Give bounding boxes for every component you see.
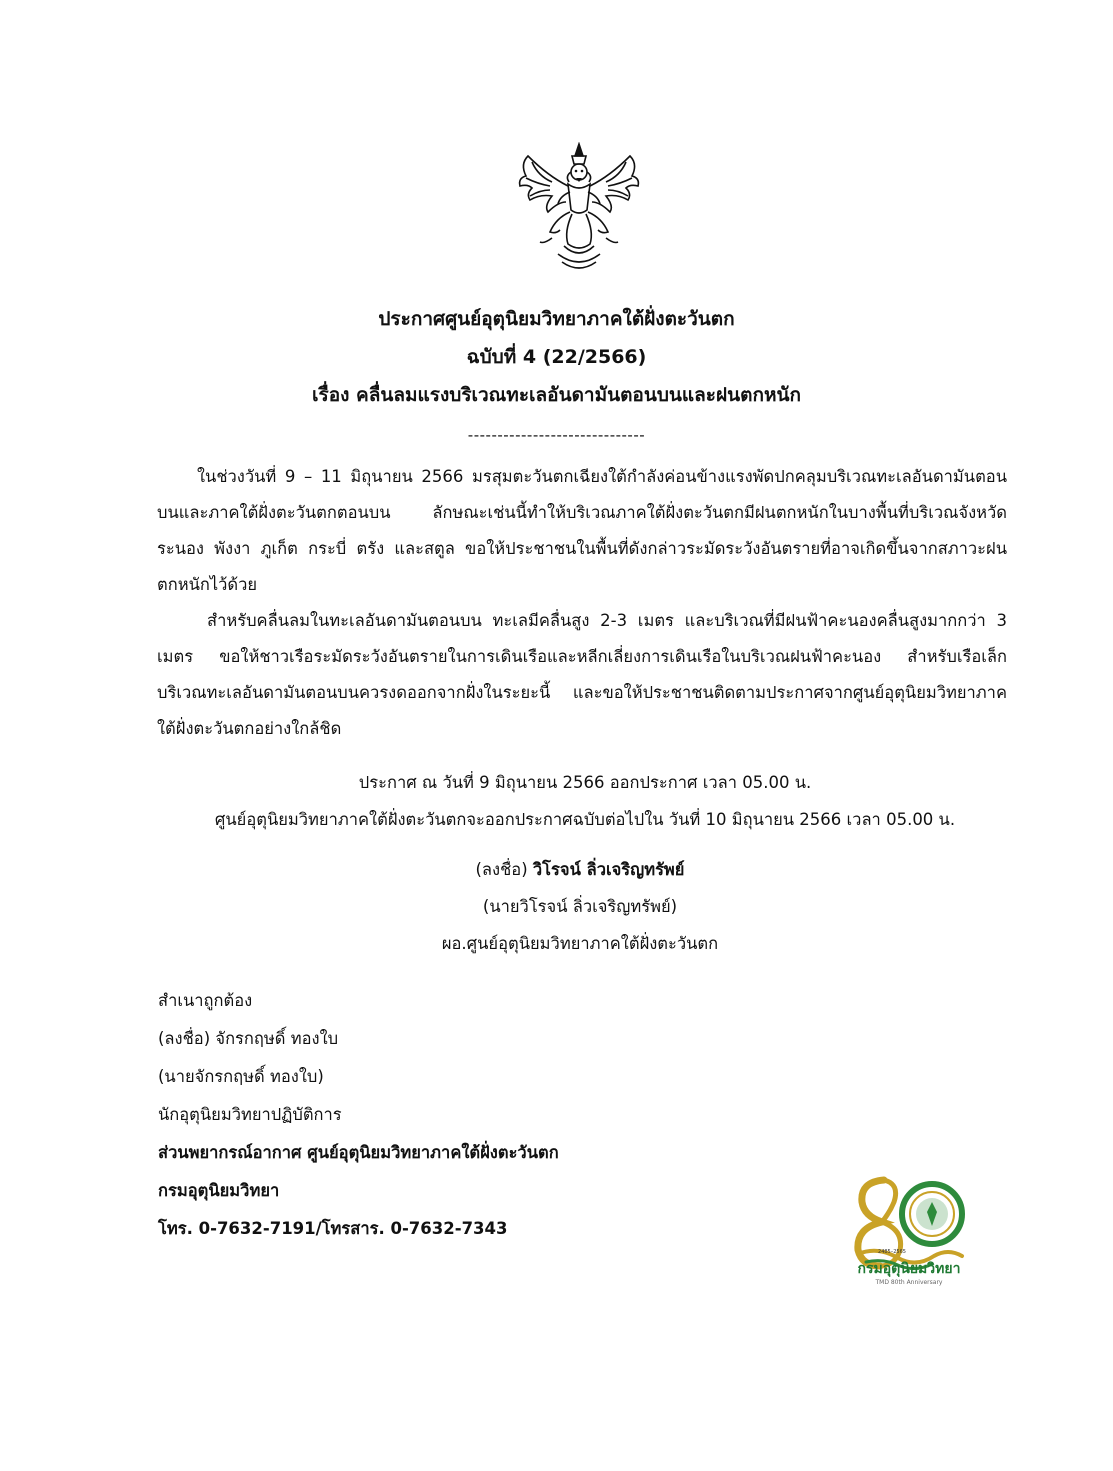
issued-line: ประกาศ ณ วันที่ 9 มิถุนายน 2566 ออกประกาศ เวลา 05.00 น. (358, 773, 812, 792)
logo-department-name: กรมอุตุนิยมวิทยา (857, 1261, 961, 1277)
separator-line: ------------------------------ (467, 426, 646, 444)
signed-prefix: (ลงชื่อ) (475, 860, 528, 879)
announcement-header (0, 300, 1113, 414)
logo-subtitle: TMD 80th Anniversary (875, 1279, 943, 1286)
signed-line (330, 851, 830, 888)
issue-number: ฉบับที่ 4 (22/2566) (466, 346, 647, 368)
division-name: ส่วนพยากรณ์อากาศ ศูนย์อุตุนิยมวิทยาภาคใต้ฝั่งตะวันตก (158, 1143, 559, 1162)
issuance-info (120, 764, 1050, 838)
body-paragraph-2: สำหรับคลื่นลมในทะเลอันดามันตอนบน ทะเลมีคลื่นสูง 2-3 เมตร และบริเวณที่มีฝนฟ้าคะนองคลื่นสูงมากกว่า 3 เมตร ขอให้ชาวเรือระมัดระวังอันตรายในการเดินเรือและหลีกเลี่ยงการเดินเรือในบริเวณฝนฟ้าคะนอง สำหรับเรือเล็กบริเวณทะเลอันดามันตอนบนควรงดออกจากฝั่งในระยะนี้ และขอให้ประชาชนติดตามประกาศจากศูนย์อุตุนิยมวิทยาภาคใต้ฝั่งตะวันตกอย่างใกล้ชิด (157, 611, 1007, 738)
signed-name: วิโรจน์ ลิ่วเจริญทรัพย์ (532, 860, 685, 879)
certified-copy-label: สำเนาถูกต้อง (158, 991, 253, 1010)
contact-info: โทร. 0-7632-7191/โทรสาร. 0-7632-7343 (158, 1219, 508, 1238)
certified-copy-block (158, 982, 758, 1248)
signer-full-name: (นายวิโรจน์ ลิ่วเจริญทรัพย์) (482, 897, 678, 916)
announcement-body (157, 459, 1007, 747)
department-name: กรมอุตุนิยมวิทยา (158, 1181, 280, 1200)
certified-signed: (ลงชื่อ) จักรกฤษดิ์ ทองใบ (158, 1029, 339, 1048)
announcement-title: ประกาศศูนย์อุตุนิยมวิทยาภาคใต้ฝั่งตะวันตก (378, 308, 735, 330)
certified-position: นักอุตุนิยมวิทยาปฏิบัติการ (158, 1105, 342, 1124)
signature-block (330, 851, 830, 962)
signer-position: ผอ.ศูนย์อุตุนิยมวิทยาภาคใต้ฝั่งตะวันตก (441, 934, 719, 953)
certified-full-name: (นายจักรกฤษดิ์ ทองใบ) (158, 1067, 324, 1086)
next-issue-line: ศูนย์อุตุนิยมวิทยาภาคใต้ฝั่งตะวันตกจะออกประกาศฉบับต่อไปใน วันที่ 10 มิถุนายน 2566 เวลา 05.00 น. (214, 810, 956, 829)
garuda-emblem-icon (512, 142, 646, 274)
announcement-subject: เรื่อง คลื่นลมแรงบริเวณทะเลอันดามันตอนบนและฝนตกหนัก (312, 384, 801, 406)
body-paragraph-1: ในช่วงวันที่ 9 – 11 มิถุนายน 2566 มรสุมตะวันตกเฉียงใต้กำลังค่อนข้างแรงพัดปกคลุมบริเวณทะเลอันดามันตอนบนและภาคใต้ฝั่งตะวันตกตอนบน ลักษณะเช่นนี้ทำให้บริเวณภาคใต้ฝั่งตะวันตกมีฝนตกหนักในบางพื้นที่บริเวณจังหวัดระนอง พังงา ภูเก็ต กระบี่ ตรัง และสตูล ขอให้ประชาชนในพื้นที่ดังกล่าวระมัดระวังอันตรายที่อาจเกิดขึ้นจากสภาวะฝนตกหนักไว้ด้วย (157, 467, 1007, 594)
logo-years: 2485–2565 (878, 1249, 906, 1255)
